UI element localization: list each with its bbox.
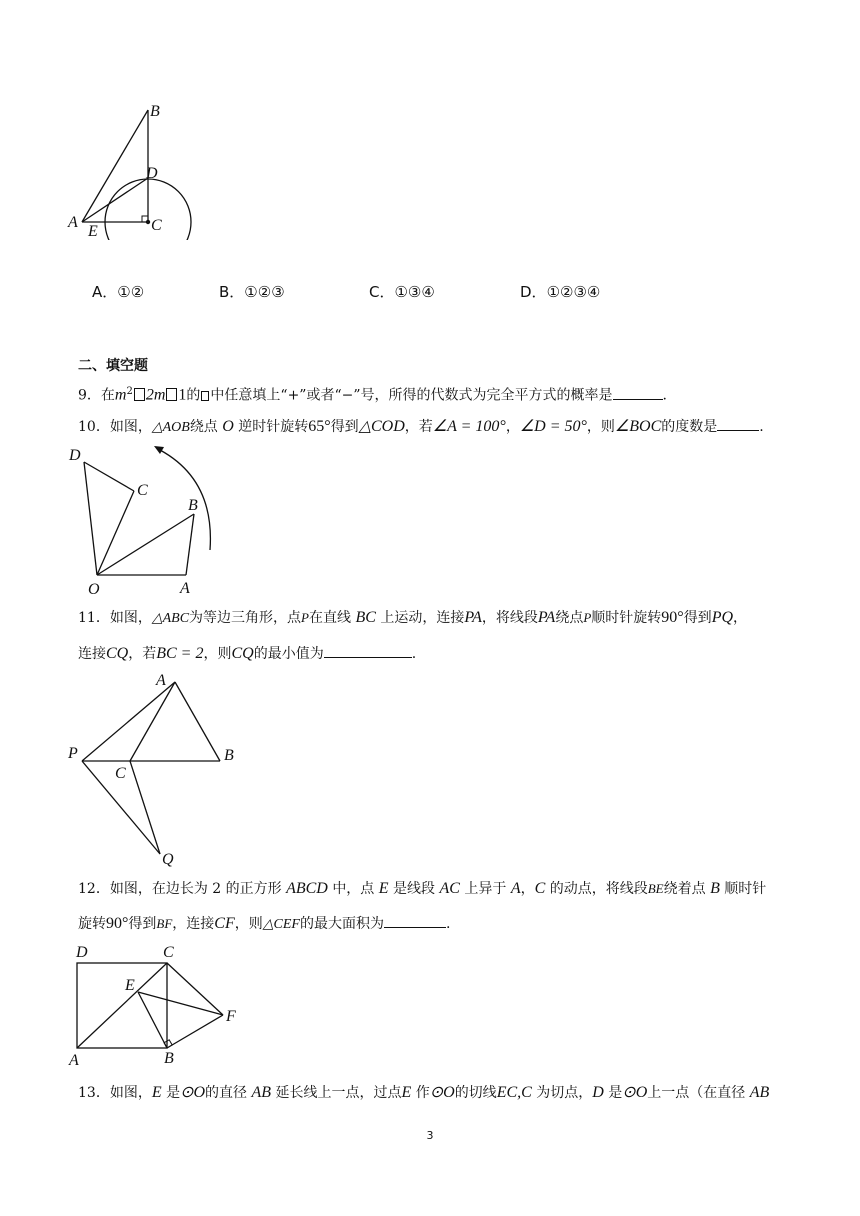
label-d: D <box>146 165 158 182</box>
label-f: F <box>226 1008 236 1025</box>
question-12-line-2: 旋转90°得到BF，连接CF，则△CEF的最大面积为 . <box>78 915 451 932</box>
label-o: O <box>88 581 100 598</box>
label-a: A <box>180 580 190 597</box>
question-11-line-1: 11．如图，△ABC为等边三角形，点P在直线 BC 上运动，连接PA，将线段PA绕点P顺时针旋转90°得到PQ， <box>78 609 748 626</box>
label-b: B <box>188 497 198 514</box>
label-c: C <box>151 217 162 234</box>
blank-box <box>166 388 177 401</box>
section-title: 二、填空题 <box>78 358 148 374</box>
label-b: B <box>224 747 234 764</box>
question-13: 13．如图，E 是⊙O的直径 AB 延长线上一点，过点E 作⊙O的切线EC,C 为切点，D 是⊙O上一点（在直径 AB <box>78 1084 770 1101</box>
answer-blank[interactable] <box>717 416 759 431</box>
figure-q8 <box>60 100 200 240</box>
page-number: 3 <box>426 1129 434 1142</box>
answer-blank[interactable] <box>384 913 446 928</box>
answer-blank[interactable] <box>324 643 412 658</box>
label-c: C <box>137 482 148 499</box>
figure-q10 <box>60 440 230 598</box>
label-d: D <box>76 944 88 961</box>
answer-blank[interactable] <box>613 385 663 400</box>
blank-box <box>201 391 209 401</box>
option-a[interactable]: A．①② <box>92 283 145 301</box>
label-p: P <box>68 745 78 762</box>
label-b: B <box>150 103 160 120</box>
label-e: E <box>88 223 98 240</box>
label-a: A <box>156 672 166 689</box>
question-12-line-1: 12．如图，在边长为 2 的正方形 ABCD 中，点 E 是线段 AC 上异于 A，C 的动点，将线段BE绕着点 B 顺时针 <box>78 880 767 897</box>
label-d: D <box>69 447 81 464</box>
label-e: E <box>125 977 135 994</box>
option-d[interactable]: D．①②③④ <box>520 283 601 301</box>
question-9: 9．在$m^2$ 2m 1的 中任意填上“+”或者“−”号，所得的代数式为完全平方式的概率是 . <box>78 386 667 404</box>
label-c: C <box>163 944 174 961</box>
label-b: B <box>164 1050 174 1067</box>
figure-q11 <box>62 668 252 868</box>
figure-q12 <box>60 938 250 1070</box>
question-10: 10．如图，△AOB绕点 O 逆时针旋转65°得到△COD，若∠A = 100°，∠D = 50°，则∠BOC的度数是 . <box>78 418 764 435</box>
question-11-line-2: 连接CQ，若BC = 2，则CQ的最小值为 . <box>78 645 417 662</box>
answer-options <box>92 281 812 305</box>
label-a: A <box>68 214 78 231</box>
label-a: A <box>69 1052 79 1069</box>
option-b[interactable]: B．①②③ <box>219 283 285 301</box>
option-c[interactable]: C．①③④ <box>369 283 435 301</box>
label-q: Q <box>162 851 174 868</box>
blank-box <box>134 388 145 401</box>
label-c: C <box>115 765 126 782</box>
